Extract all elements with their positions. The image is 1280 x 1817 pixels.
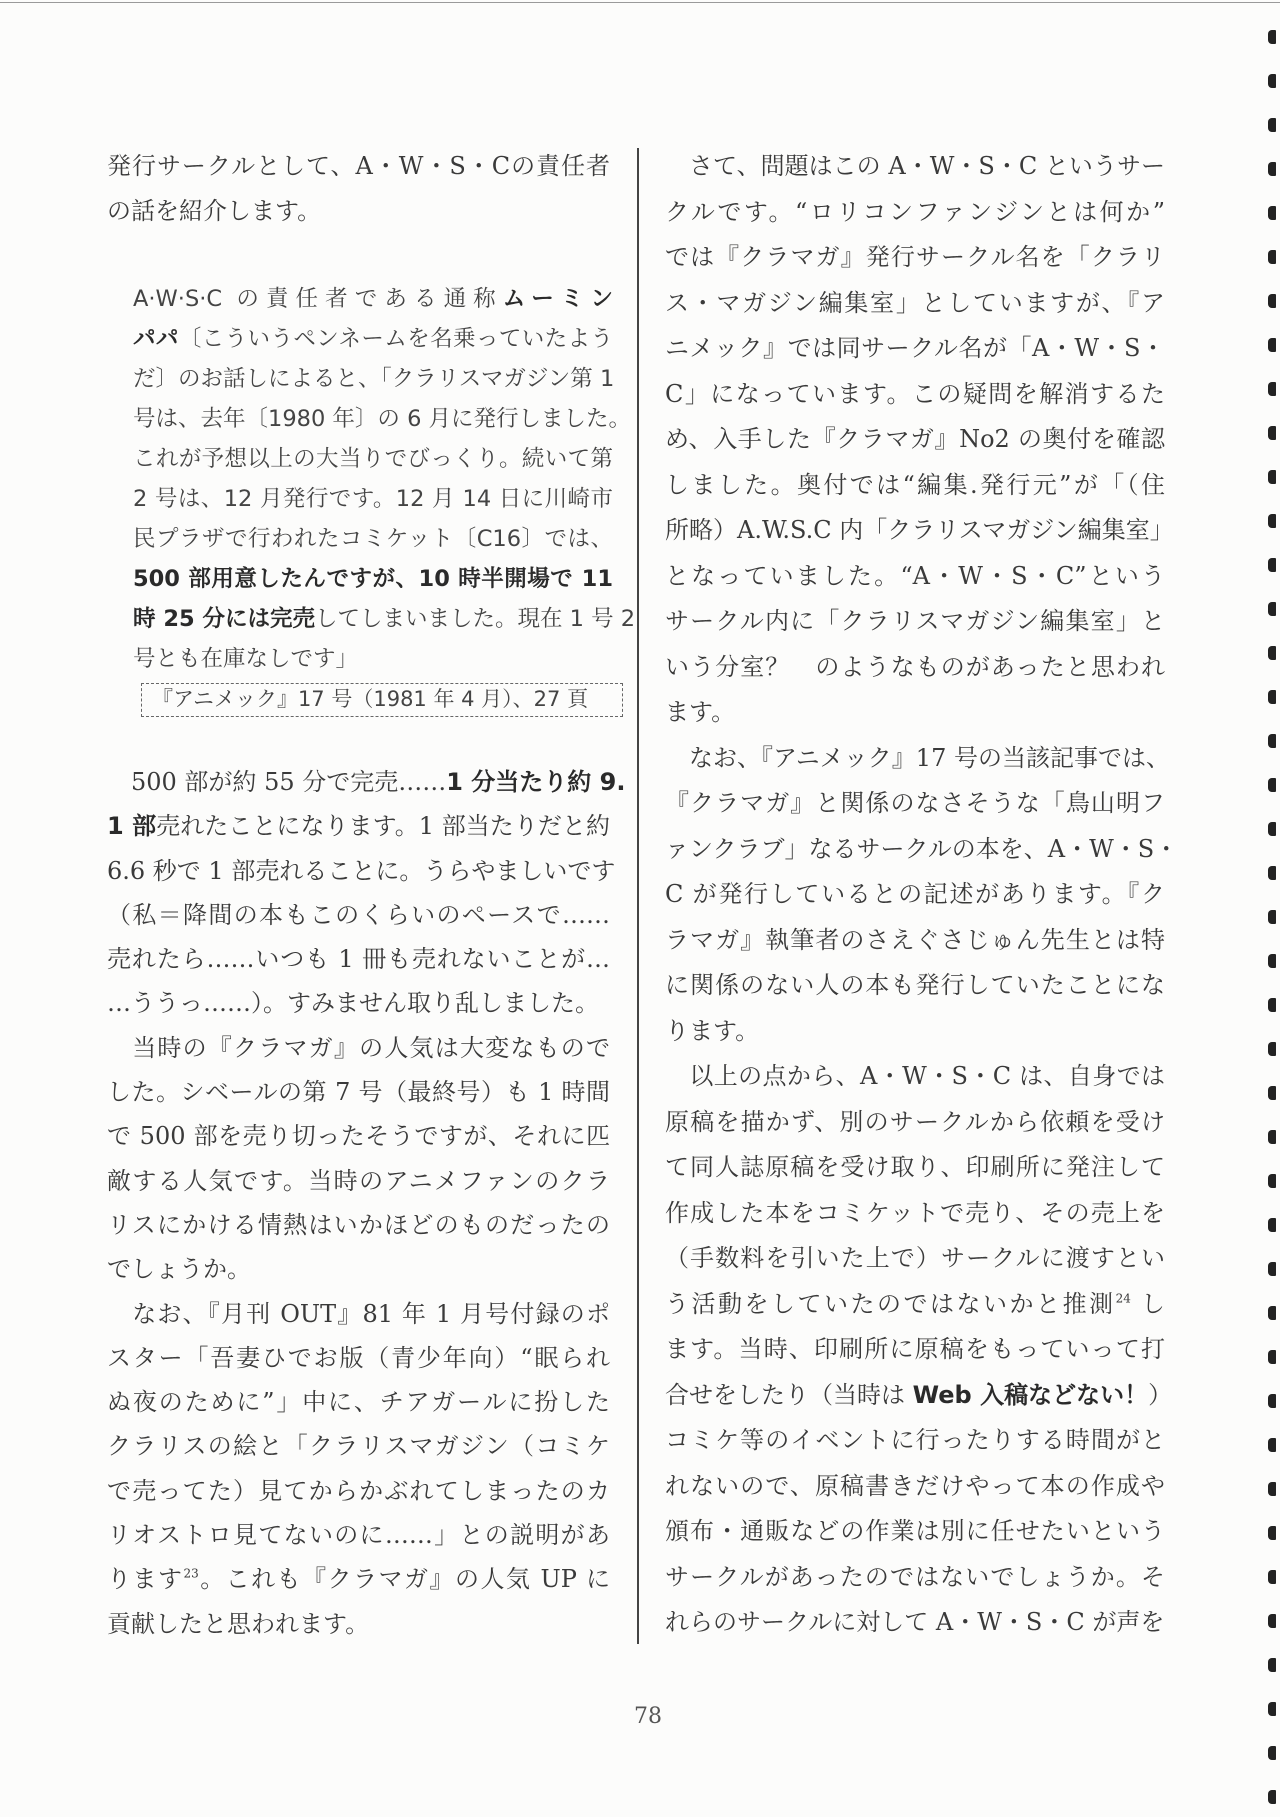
binding-hole-mark [1268, 734, 1276, 748]
text-line [665, 1600, 1165, 1646]
text-line [665, 417, 1165, 463]
binding-hole-mark [1268, 338, 1276, 352]
paragraph [107, 760, 626, 1026]
text-line [133, 399, 632, 439]
text-run: で 500 部を売り切ったそうですが、それに匹 [107, 1122, 610, 1151]
right-body-text [665, 144, 1179, 1646]
page-top-edge [0, 2, 1280, 3]
text-line [665, 1555, 1165, 1601]
binding-hole-mark [1268, 1394, 1276, 1408]
text-run: 号とも在庫なしです」 [133, 646, 359, 672]
text-run: め、入手した『クラマガ』No2 の奥付を確認 [665, 425, 1165, 453]
text-run: コミケ等のイベントに行ったりする時間がと [665, 1426, 1165, 1454]
text-line [133, 559, 613, 599]
binding-hole-mark [1268, 1306, 1276, 1320]
paragraph [107, 1026, 610, 1292]
paragraph [665, 1054, 1173, 1646]
text-line [665, 690, 1165, 736]
text-run: で売ってた）見てからかぶれてしまったのカ [107, 1476, 610, 1505]
bold-text-run: 1 分当たり約 9. [446, 768, 626, 796]
binding-hole-mark [1268, 1262, 1276, 1276]
paragraph [107, 1292, 610, 1646]
binding-hole-mark [1268, 602, 1276, 616]
text-run: れないので、原稿書きだけやって本の作成や [665, 1471, 1165, 1500]
text-line [665, 781, 1165, 827]
binding-hole-mark [1268, 910, 1276, 924]
binding-hole-mark [1268, 690, 1276, 704]
binding-hole-mark [1268, 866, 1276, 880]
text-line [665, 872, 1165, 918]
bold-text-run: ムーミン [502, 286, 613, 312]
text-run: しました。奥付では“編集.発行元”が「（住 [665, 470, 1165, 499]
text-line [107, 1380, 610, 1424]
binding-hole-mark [1268, 1614, 1276, 1628]
text-line [665, 645, 1165, 691]
binding-hole-mark [1268, 954, 1276, 968]
paragraph [665, 736, 1179, 1055]
footnote-marker: 23 [183, 1566, 199, 1581]
text-line [107, 1469, 610, 1513]
text-line [665, 1282, 1165, 1328]
text-line [665, 1236, 1165, 1282]
text-run: サークル内に「クラリスマガジン編集室」と [665, 607, 1165, 635]
text-run: リスにかける情熱はいかほどのものだったの [107, 1210, 610, 1239]
text-line [665, 144, 1165, 190]
text-run: した。シベールの第 7 号（最終号）も 1 時間 [107, 1078, 610, 1107]
text-run: ります [107, 1565, 184, 1594]
text-run: クルです。“ロリコンファンジンとは何か” [665, 197, 1165, 226]
text-run: 号は、去年〔1980 年〕の 6 月に発行しました。 [133, 406, 632, 432]
text-run: ぬ夜のために”」中に、チアガールに扮した [107, 1388, 610, 1417]
text-run: 売れたら……いつも 1 冊も売れないことが… [107, 945, 610, 974]
text-run: 所略）A.W.S.C 内「クラリスマガジン編集室」 [665, 516, 1174, 544]
text-run: に関係のない人の本も発行していたことにな [665, 971, 1165, 999]
text-run: ラマガ』執筆者のさえぐさじゅん先生とは特 [665, 925, 1165, 954]
binding-hole-mark [1268, 514, 1276, 528]
binding-hole-mark [1268, 30, 1276, 44]
text-run: て同人誌原稿を受け取り、印刷所に発注して [665, 1153, 1165, 1181]
text-line [107, 189, 610, 234]
text-run: （私＝降間の本もこのくらいのペースで…… [107, 900, 610, 929]
text-run: してしまいました。現在 1 号 2 [314, 606, 636, 632]
text-line [107, 849, 616, 893]
binding-hole-mark [1268, 1086, 1276, 1100]
binding-hole-mark [1268, 162, 1276, 176]
text-run: A·W·S·C の責任者である通称 [133, 286, 503, 312]
page-number: 78 [634, 1704, 662, 1729]
binding-hole-mark [1268, 1174, 1276, 1188]
text-run: ） [1148, 1380, 1173, 1409]
text-line [107, 1292, 610, 1336]
text-run: リオストロ見てないのに……」との説明があ [107, 1521, 610, 1550]
text-run: 当時の『クラマガ』の人気は大変なもので [107, 1033, 610, 1062]
column-divider [637, 148, 639, 1644]
paragraph [107, 144, 610, 234]
text-run: ニメック』では同サークル名が「A・W・S・ [665, 334, 1165, 362]
text-run: 発行サークルとして、A・W・S・Cの責任者 [107, 152, 610, 180]
binding-hole-mark [1268, 1438, 1276, 1452]
text-run: となっていました。“A・W・S・C”という [665, 561, 1165, 590]
bold-text-run: 時 25 分には完売 [133, 606, 315, 632]
text-line [107, 1336, 610, 1380]
left-body-text [107, 760, 626, 1646]
binding-hole-mark [1268, 646, 1276, 660]
binding-hole-mark [1268, 998, 1276, 1012]
text-line [133, 279, 613, 319]
text-line [107, 1424, 610, 1468]
text-run: 〔こういうペンネームを名乗っていたよう [178, 326, 613, 352]
text-line [107, 1513, 610, 1557]
binding-hole-mark [1268, 1218, 1276, 1232]
binding-hole-mark [1268, 1702, 1276, 1716]
text-run: C が発行しているとの記述があります。『ク [665, 880, 1165, 908]
binding-hole-mark [1268, 558, 1276, 572]
text-line [107, 804, 610, 848]
text-line [665, 963, 1165, 1009]
text-run: 『クラマガ』と関係のなさそうな「鳥山明フ [665, 789, 1165, 817]
text-run: の話を紹介します。 [107, 197, 322, 225]
binding-hole-mark [1268, 250, 1276, 264]
binding-hole-mark [1268, 1746, 1276, 1760]
text-run: なお、『月刊 OUT』81 年 1 月号付録のポ [107, 1299, 610, 1328]
text-line [133, 639, 613, 679]
text-line [665, 918, 1165, 964]
binding-hole-mark [1268, 118, 1276, 132]
text-run: いう分室？ のようなものがあったと思われ [665, 652, 1165, 681]
text-line [107, 144, 610, 189]
text-line [665, 599, 1165, 645]
text-line [665, 736, 1170, 782]
text-run: クラリスの絵と「クラリスマガジン（コミケ [107, 1432, 610, 1461]
text-run: 500 部が約 55 分で完売…… [107, 768, 447, 796]
text-run: 売れたことになります。1 部当たりだと約 [156, 812, 610, 841]
text-run: ます。 [665, 698, 736, 726]
binding-hole-mark [1268, 1790, 1276, 1804]
text-run: 以上の点から、A・W・S・C は、自身では [665, 1062, 1165, 1090]
text-line [665, 1373, 1173, 1419]
text-line [665, 554, 1165, 600]
binding-hole-mark [1268, 1130, 1276, 1144]
text-line [107, 937, 610, 981]
binding-hole-mark [1268, 1570, 1276, 1584]
text-run: 6.6 秒で 1 部売れることに。うらやましいです [107, 856, 616, 885]
text-run: C」になっています。この疑問を解消するた [665, 379, 1165, 408]
text-line [665, 1327, 1165, 1373]
text-line [665, 326, 1165, 372]
text-line [133, 479, 613, 519]
text-line [133, 319, 613, 359]
text-line [665, 1145, 1165, 1191]
footnote-marker: 24 [1115, 1290, 1131, 1305]
bold-text-run: 500 部用意したんですが、10 時半開場で 11 [133, 566, 613, 592]
text-line [133, 359, 613, 399]
text-run: サークルがあったのではないでしょうか。そ [665, 1562, 1165, 1591]
text-line [665, 281, 1165, 327]
text-run: ス・マガジン編集室」としていますが、『ア [665, 288, 1165, 317]
text-line [665, 1191, 1165, 1237]
left-intro-paragraph [107, 144, 610, 234]
bold-text-run: パパ [133, 326, 179, 352]
binding-hole-mark [1268, 382, 1276, 396]
binding-hole-mark [1268, 294, 1276, 308]
bold-text-run: 1 部 [107, 812, 157, 841]
text-run: 作成した本をコミケットで売り、その売上を [665, 1198, 1165, 1227]
text-line [107, 1247, 610, 1291]
text-line [107, 1203, 610, 1247]
binding-hole-mark [1268, 822, 1276, 836]
text-run: 民プラザで行われたコミケット〔C16〕では、 [133, 526, 613, 552]
quote-source-citation: 『アニメック』17 号（1981 年 4 月）、27 頁 [141, 683, 623, 717]
interview-quote [133, 279, 636, 679]
text-line [665, 1418, 1165, 1464]
text-run: では『クラマガ』発行サークル名を「クラリ [665, 243, 1165, 271]
text-run: ァンクラブ」なるサークルの本を、A・W・S・ [665, 834, 1179, 863]
text-run: でしょうか。 [107, 1255, 251, 1284]
text-line [133, 599, 636, 639]
paragraph [665, 144, 1174, 736]
text-line [665, 508, 1174, 554]
text-run: 敵する人気です。当時のアニメファンのクラ [107, 1166, 610, 1195]
paragraph [133, 279, 636, 679]
text-line [107, 893, 610, 937]
text-run: さて、問題はこの A・W・S・C というサー [665, 152, 1165, 180]
text-line [133, 439, 613, 479]
text-run: し [1130, 1289, 1165, 1318]
text-line [133, 519, 613, 559]
bold-text-run: Web 入稿などない！ [912, 1380, 1149, 1409]
text-run: （手数料を引いた上で）サークルに渡すとい [665, 1244, 1165, 1272]
text-line [107, 1070, 610, 1114]
text-line [665, 1464, 1165, 1510]
text-run: 合せをしたり（当時は [665, 1380, 913, 1409]
text-line [665, 1054, 1165, 1100]
text-run: 。これも『クラマガ』の人気 UP に [198, 1565, 610, 1594]
text-run: 頒布・通販などの作業は別に任せたいという [665, 1517, 1165, 1545]
text-run: これが予想以上の大当りでびっくり。続いて第 [133, 446, 613, 472]
text-run: れらのサークルに対して A・W・S・C が声を [665, 1608, 1165, 1636]
text-run: だ〕のお話しによると、「クラリスマガジン第 1 [133, 366, 615, 392]
text-run: なお、『アニメック』17 号の当該記事では、 [665, 743, 1170, 772]
binding-hole-mark [1268, 470, 1276, 484]
text-line [665, 1009, 1165, 1055]
text-run: ます。当時、印刷所に原稿をもっていって打 [665, 1335, 1165, 1363]
binding-hole-mark [1268, 1350, 1276, 1364]
text-line [665, 190, 1165, 236]
text-line [665, 1509, 1165, 1555]
text-run: ります。 [665, 1016, 760, 1045]
text-run: 原稿を描かず、別のサークルから依頼を受け [665, 1107, 1165, 1136]
binding-hole-mark [1268, 778, 1276, 792]
binding-hole-mark [1268, 206, 1276, 220]
text-line [107, 1557, 610, 1601]
text-line [107, 760, 626, 804]
binding-hole-mark [1268, 74, 1276, 88]
text-run: う活動をしていたのではないかと推測 [665, 1289, 1116, 1318]
text-run: スター「吾妻ひでお版（青少年向）“眠られ [107, 1343, 610, 1372]
text-line [107, 1159, 610, 1203]
binding-hole-mark [1268, 1526, 1276, 1540]
binding-hole-mark [1268, 1482, 1276, 1496]
text-run: …ううっ……）。すみません取り乱しました。 [107, 989, 599, 1018]
text-run: 2 号は、12 月発行です。12 月 14 日に川崎市 [133, 486, 613, 512]
text-line [107, 1026, 610, 1070]
text-line [665, 1100, 1165, 1146]
text-line [665, 235, 1165, 281]
text-line [665, 463, 1165, 509]
text-run: 貢献したと思われます。 [107, 1609, 370, 1638]
text-line [107, 1602, 610, 1646]
text-line [665, 827, 1179, 873]
text-line [665, 372, 1165, 418]
text-line [107, 981, 610, 1025]
binding-hole-mark [1268, 1042, 1276, 1056]
text-line [107, 1114, 610, 1158]
binding-hole-mark [1268, 1658, 1276, 1672]
binding-hole-mark [1268, 426, 1276, 440]
